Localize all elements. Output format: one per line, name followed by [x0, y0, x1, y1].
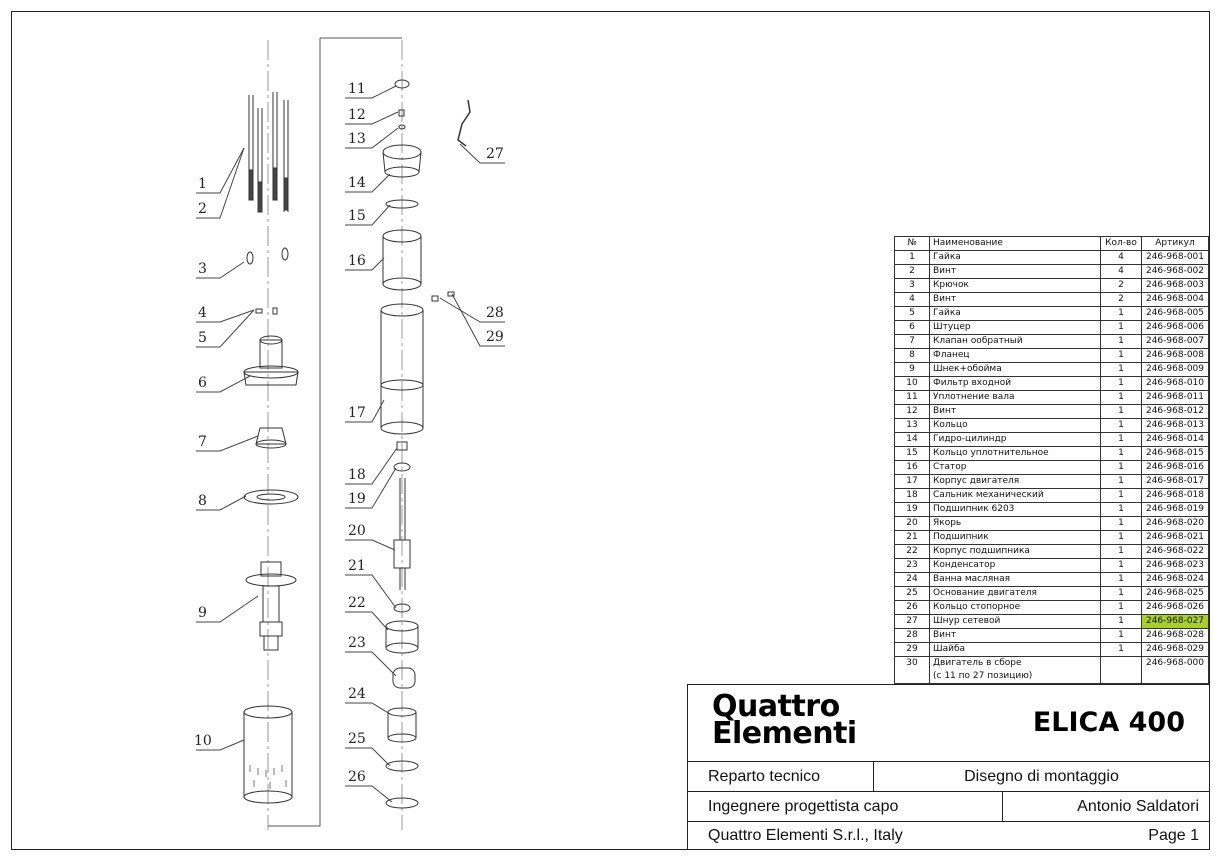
cell-article: 246-968-015	[1142, 447, 1209, 461]
cell-article: 246-968-002	[1142, 265, 1209, 279]
table-row	[895, 517, 1209, 531]
table-row	[895, 335, 1209, 349]
cell-name: Винт	[930, 629, 1101, 643]
table-row	[895, 601, 1209, 615]
title-row-department	[688, 761, 1209, 791]
cell-no: 11	[895, 391, 930, 405]
cell-name: Штуцер	[930, 321, 1101, 335]
table-row	[895, 531, 1209, 545]
cell-qty: 1	[1101, 321, 1142, 335]
cell-no: 6	[895, 321, 930, 335]
table-row	[895, 475, 1209, 489]
cell-article: 246-968-009	[1142, 363, 1209, 377]
cell-name: Шнек+обойма	[930, 363, 1101, 377]
cell-article: 246-968-005	[1142, 307, 1209, 321]
table-row	[895, 307, 1209, 321]
callout-29: 29	[486, 329, 504, 345]
cell-no: 9	[895, 363, 930, 377]
cell-article: 246-968-024	[1142, 573, 1209, 587]
cell-qty: 2	[1101, 279, 1142, 293]
cell-name: Фильтр входной	[930, 377, 1101, 391]
cell-name: Фланец	[930, 349, 1101, 363]
cell-qty: 1	[1101, 461, 1142, 475]
cell-no: 5	[895, 307, 930, 321]
table-row	[895, 349, 1209, 363]
cell-no: 4	[895, 293, 930, 307]
callout-6: 6	[198, 375, 207, 391]
cell-no: 25	[895, 587, 930, 601]
callout-3: 3	[198, 261, 207, 277]
cell-no: 21	[895, 531, 930, 545]
table-row	[895, 489, 1209, 503]
cell-qty: 1	[1101, 545, 1142, 559]
cell-qty: 1	[1101, 433, 1142, 447]
cell-name: Шайба	[930, 643, 1101, 657]
callout-5: 5	[198, 330, 207, 346]
cell-name: Кольцо стопорное	[930, 601, 1101, 615]
cell-name: Гайка	[930, 251, 1101, 265]
cell-article: 246-968-027	[1142, 615, 1209, 629]
cell-qty: 1	[1101, 363, 1142, 377]
cell-qty: 1	[1101, 503, 1142, 517]
title-row-company	[688, 821, 1209, 849]
cell-no: 20	[895, 517, 930, 531]
cell-article: 246-968-014	[1142, 433, 1209, 447]
engineer-role: Ingegnere progettista capo	[688, 792, 1003, 821]
cell-name: Основание двигателя	[930, 587, 1101, 601]
table-row	[895, 503, 1209, 517]
cell-qty: 1	[1101, 349, 1142, 363]
cell-name: Подшипник	[930, 531, 1101, 545]
cell-article: 246-968-025	[1142, 587, 1209, 601]
table-row	[895, 251, 1209, 265]
cell-no: 10	[895, 377, 930, 391]
table-row	[895, 363, 1209, 377]
table-row	[895, 587, 1209, 601]
table-row	[895, 321, 1209, 335]
cell-no: 22	[895, 545, 930, 559]
cell-qty: 1	[1101, 447, 1142, 461]
logo-line-2: Elementi	[712, 716, 857, 751]
cell-qty: 1	[1101, 629, 1142, 643]
callout-12: 12	[348, 107, 366, 123]
cell-qty: 1	[1101, 601, 1142, 615]
table-row	[895, 559, 1209, 573]
cell-name: Винт	[930, 405, 1101, 419]
cell-article: 246-968-007	[1142, 335, 1209, 349]
callout-8: 8	[198, 493, 207, 509]
header-no: №	[895, 237, 930, 251]
logo-line-1: Quattro	[712, 689, 840, 724]
cell-no: 28	[895, 629, 930, 643]
part-9-impeller	[246, 562, 296, 650]
cell-no: 14	[895, 433, 930, 447]
callout-4: 4	[198, 305, 207, 321]
table-row	[895, 643, 1209, 657]
cell-no: 3	[895, 279, 930, 293]
cell-qty: 1	[1101, 517, 1142, 531]
cell-name: Винт	[930, 265, 1101, 279]
parts-table	[894, 236, 1209, 684]
callout-2: 2	[198, 201, 207, 217]
cell-name: Сальник механический	[930, 489, 1101, 503]
company-logo	[712, 689, 857, 751]
cell-article: 246-968-028	[1142, 629, 1209, 643]
callout-24: 24	[348, 686, 366, 702]
callout-14: 14	[348, 175, 366, 191]
cell-article: 246-968-011	[1142, 391, 1209, 405]
cell-article: 246-968-006	[1142, 321, 1209, 335]
callout-25: 25	[348, 731, 366, 747]
cell-article: 246-968-021	[1142, 531, 1209, 545]
callout-16: 16	[348, 253, 366, 269]
callout-17: 17	[348, 405, 366, 421]
table-row	[895, 377, 1209, 391]
cell-name	[930, 657, 1101, 684]
page-number: Page 1	[1148, 826, 1199, 844]
drawing-type: Disegno di montaggio	[964, 767, 1119, 785]
cell-article: 246-968-017	[1142, 475, 1209, 489]
cell-name: Клапан ообратный	[930, 335, 1101, 349]
cell-qty: 1	[1101, 335, 1142, 349]
cell-name: Уплотнение вала	[930, 391, 1101, 405]
callout-20: 20	[348, 523, 366, 539]
cell-name: Крючок	[930, 279, 1101, 293]
cell-qty: 1	[1101, 615, 1142, 629]
cell-article: 246-968-023	[1142, 559, 1209, 573]
cell-qty: 1	[1101, 587, 1142, 601]
cell-article: 246-968-004	[1142, 293, 1209, 307]
callout-26: 26	[348, 769, 366, 785]
callout-10: 10	[194, 733, 212, 749]
cell-article: 246-968-026	[1142, 601, 1209, 615]
cell-name: Корпус подшипника	[930, 545, 1101, 559]
cell-name: Корпус двигателя	[930, 475, 1101, 489]
cell-qty: 1	[1101, 377, 1142, 391]
table-row	[895, 279, 1209, 293]
table-row	[895, 545, 1209, 559]
table-row	[895, 447, 1209, 461]
cell-no: 7	[895, 335, 930, 349]
cell-qty: 1	[1101, 643, 1142, 657]
cell-qty: 1	[1101, 419, 1142, 433]
cell-name: Конденсатор	[930, 559, 1101, 573]
callout-7: 7	[198, 434, 207, 450]
cell-qty: 1	[1101, 531, 1142, 545]
cell-no: 2	[895, 265, 930, 279]
header-qty: Кол-во	[1101, 237, 1142, 251]
cell-no: 29	[895, 643, 930, 657]
cell-qty: 2	[1101, 293, 1142, 307]
callout-27: 27	[486, 146, 504, 162]
cell-name: Винт	[930, 293, 1101, 307]
callout-1: 1	[198, 176, 207, 192]
cell-name: Гидро-цилиндр	[930, 433, 1101, 447]
cell-qty: 4	[1101, 265, 1142, 279]
cell-name: Гайка	[930, 307, 1101, 321]
cell-article: 246-968-016	[1142, 461, 1209, 475]
cell-qty: 1	[1101, 475, 1142, 489]
table-row	[895, 391, 1209, 405]
cell-name: Якорь	[930, 517, 1101, 531]
table-row	[895, 629, 1209, 643]
cell-no: 15	[895, 447, 930, 461]
cell-article: 246-968-010	[1142, 377, 1209, 391]
cell-article: 246-968-001	[1142, 251, 1209, 265]
part-6-outlet	[244, 336, 298, 385]
company-name: Quattro Elementi S.r.l., Italy	[708, 826, 903, 844]
cell-article: 246-968-022	[1142, 545, 1209, 559]
callout-11: 11	[348, 81, 366, 97]
cell-name: Статор	[930, 461, 1101, 475]
cell-article: 246-968-020	[1142, 517, 1209, 531]
cell-qty: 1	[1101, 391, 1142, 405]
callout-23: 23	[348, 635, 366, 651]
cell-no: 1	[895, 251, 930, 265]
cell-name: Кольцо	[930, 419, 1101, 433]
cell-no: 12	[895, 405, 930, 419]
cell-no: 30	[895, 657, 930, 684]
table-row	[895, 433, 1209, 447]
cell-qty: 4	[1101, 251, 1142, 265]
cell-article: 246-968-029	[1142, 643, 1209, 657]
header-article: Артикул	[1142, 237, 1209, 251]
cell-article: 246-968-008	[1142, 349, 1209, 363]
parts-table-body	[895, 251, 1209, 684]
table-row	[895, 419, 1209, 433]
cell-qty: 1	[1101, 489, 1142, 503]
title-block	[687, 684, 1210, 850]
cell-name: Шнур сетевой	[930, 615, 1101, 629]
cell-no: 23	[895, 559, 930, 573]
title-row-engineer	[688, 791, 1209, 821]
parts-table-header	[895, 237, 1209, 251]
engineer-name: Antonio Saldatori	[1077, 797, 1199, 815]
cell-no: 17	[895, 475, 930, 489]
table-row	[895, 405, 1209, 419]
cell-no: 27	[895, 615, 930, 629]
cell-no: 18	[895, 489, 930, 503]
callout-18: 18	[348, 467, 366, 483]
cell-no: 19	[895, 503, 930, 517]
callout-19: 19	[348, 491, 366, 507]
table-row	[895, 657, 1209, 684]
callout-15: 15	[348, 208, 366, 224]
cell-name: Кольцо уплотнительное	[930, 447, 1101, 461]
callout-22: 22	[348, 595, 366, 611]
cell-qty: 1	[1101, 405, 1142, 419]
cell-article: 246-968-019	[1142, 503, 1209, 517]
table-row	[895, 293, 1209, 307]
cell-no: 26	[895, 601, 930, 615]
cell-no: 24	[895, 573, 930, 587]
cell-article: 246-968-003	[1142, 279, 1209, 293]
cell-name: Ванна масляная	[930, 573, 1101, 587]
table-row	[895, 573, 1209, 587]
cell-no: 8	[895, 349, 930, 363]
cell-article: 246-968-018	[1142, 489, 1209, 503]
header-name: Наименование	[930, 237, 1101, 251]
department: Reparto tecnico	[688, 762, 874, 791]
product-name: ELICA 400	[1032, 707, 1185, 738]
cell-name-line-2: (с 11 по 27 позицию)	[933, 671, 1033, 681]
cell-no: 16	[895, 461, 930, 475]
cell-article: 246-968-000	[1142, 657, 1209, 684]
cell-name-line-1: Двигатель в сборе	[933, 658, 1022, 668]
cell-article: 246-968-012	[1142, 405, 1209, 419]
callout-13: 13	[348, 131, 366, 147]
cell-name: Подшипник 6203	[930, 503, 1101, 517]
cell-article: 246-968-013	[1142, 419, 1209, 433]
cell-qty: 1	[1101, 559, 1142, 573]
cell-qty: 1	[1101, 573, 1142, 587]
callout-9: 9	[198, 605, 207, 621]
table-row	[895, 461, 1209, 475]
table-row	[895, 265, 1209, 279]
cell-qty: 1	[1101, 307, 1142, 321]
callout-21: 21	[348, 558, 366, 574]
callout-28: 28	[486, 305, 504, 321]
table-row	[895, 615, 1209, 629]
cell-no: 13	[895, 419, 930, 433]
cell-qty	[1101, 657, 1142, 684]
